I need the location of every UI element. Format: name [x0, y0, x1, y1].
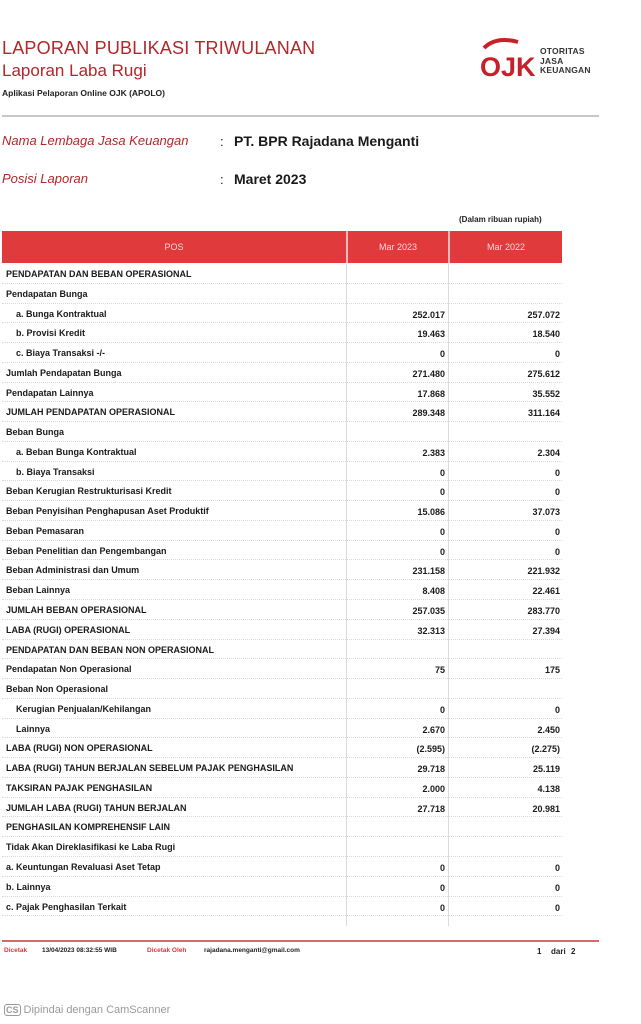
table-row: [2, 897, 562, 917]
value-mar-2022: 221.932: [527, 566, 560, 577]
value-mar-2023: 29.718: [417, 764, 445, 775]
table-row: [2, 600, 562, 620]
row-label: Beban Penelitian dan Pengembangan: [6, 545, 167, 556]
table-row: [2, 817, 562, 837]
row-label: Kerugian Penjualan/Kehilangan: [16, 703, 152, 714]
row-label: a. Keuntungan Revaluasi Aset Tetap: [6, 861, 161, 872]
table-row: [2, 679, 562, 699]
table-row: [2, 442, 562, 462]
value-mar-2023: 0: [439, 882, 445, 893]
table-row: [2, 284, 562, 304]
column-header-pos: POS: [164, 242, 184, 252]
value-mar-2023: 0: [439, 526, 445, 537]
value-mar-2023: 0: [439, 349, 445, 360]
value-mar-2023: 271.480: [412, 368, 445, 379]
table-row: [2, 620, 562, 640]
row-label: Beban Administrasi dan Umum: [6, 565, 140, 576]
row-label: LABA (RUGI) NON OPERASIONAL: [6, 743, 153, 754]
value-mar-2022: 35.552: [532, 388, 560, 399]
value-mar-2022: 22.461: [532, 586, 560, 597]
value-mar-2022: 0: [554, 704, 560, 715]
row-label: c. Pajak Penghasilan Terkait: [6, 901, 127, 912]
value-mar-2023: 252.017: [412, 309, 445, 320]
value-mar-2023: 32.313: [417, 625, 445, 636]
table-row: [2, 363, 562, 383]
row-label: Beban Kerugian Restrukturisasi Kredit: [6, 486, 172, 497]
value-mar-2022: 0: [554, 902, 560, 913]
row-label: JUMLAH BEBAN OPERASIONAL: [6, 605, 147, 616]
value-mar-2022: 0: [554, 862, 560, 873]
institution-value: PT. BPR Rajadana Menganti: [234, 133, 420, 149]
row-label: Jumlah Pendapatan Bunga: [6, 367, 122, 378]
row-label: b. Lainnya: [6, 881, 51, 892]
row-label: Beban Pemasaran: [6, 525, 85, 536]
table-row: [2, 758, 562, 778]
table-header: [2, 231, 562, 263]
table-row: [2, 857, 562, 877]
value-mar-2023: 8.408: [422, 586, 445, 597]
camscanner-watermark: [4, 1004, 170, 1016]
table-row: [2, 837, 562, 857]
printed-by: rajadana.menganti@gmail.com: [204, 947, 300, 954]
ojk-logo: [478, 34, 608, 82]
table-row: [2, 798, 562, 818]
row-label: b. Provisi Kredit: [16, 328, 86, 339]
value-mar-2023: 19.463: [417, 329, 445, 340]
value-mar-2023: 0: [439, 487, 445, 498]
value-mar-2023: 2.000: [422, 783, 445, 794]
table-row: [2, 402, 562, 422]
logo-line-2: JASA: [540, 55, 564, 66]
value-mar-2022: (2.275): [531, 744, 560, 755]
report-subtitle: Laporan Laba Rugi: [2, 61, 147, 80]
page-number: 1: [537, 947, 542, 956]
row-label: Beban Bunga: [6, 427, 65, 438]
row-label: JUMLAH LABA (RUGI) TAHUN BERJALAN: [6, 802, 187, 813]
table-row: [2, 738, 562, 758]
value-mar-2023: 0: [439, 704, 445, 715]
position-label: Posisi Laporan: [2, 171, 88, 186]
row-label: Pendapatan Lainnya: [6, 387, 94, 398]
row-label: PENDAPATAN DAN BEBAN NON OPERASIONAL: [6, 644, 215, 655]
value-mar-2022: 0: [554, 882, 560, 893]
ojk-mark-text: OJK: [480, 52, 536, 82]
position-colon: :: [220, 172, 224, 187]
table-row: [2, 481, 562, 501]
column-header-mar-2023: Mar 2023: [378, 242, 418, 252]
table-row: [2, 877, 562, 897]
row-label: Pendapatan Non Operasional: [6, 664, 132, 675]
row-label: LABA (RUGI) OPERASIONAL: [6, 624, 131, 635]
table-row: [2, 778, 562, 798]
row-label: Tidak Akan Direklasifikasi ke Laba Rugi: [6, 842, 176, 853]
value-mar-2023: (2.595): [416, 744, 445, 755]
row-label: PENGHASILAN KOMPREHENSIF LAIN: [6, 822, 171, 833]
value-mar-2023: 0: [439, 862, 445, 873]
camscanner-icon: CS: [6, 1005, 19, 1015]
row-label: a. Beban Bunga Kontraktual: [16, 446, 137, 457]
table-row: [2, 422, 562, 442]
table-row: [2, 580, 562, 600]
value-mar-2022: 25.119: [532, 764, 560, 775]
row-label: PENDAPATAN DAN BEBAN OPERASIONAL: [6, 269, 192, 279]
value-mar-2023: 0: [439, 902, 445, 913]
value-mar-2022: 0: [554, 349, 560, 360]
table-row: [2, 462, 562, 482]
value-mar-2022: 283.770: [527, 606, 560, 617]
table-row: [2, 501, 562, 521]
ojk-logo-text: [540, 47, 591, 76]
row-label: Beban Non Operasional: [6, 684, 109, 695]
value-mar-2022: 2.304: [537, 447, 560, 458]
value-mar-2022: 175: [544, 665, 560, 676]
logo-line-3: KEUANGAN: [540, 65, 591, 75]
row-label: Lainnya: [16, 723, 51, 734]
header-divider: [2, 115, 599, 117]
value-mar-2023: 289.348: [412, 408, 445, 419]
institution-label: Nama Lembaga Jasa Keuangan: [2, 133, 189, 148]
printed-at: 13/04/2023 08:32:55 WIB: [42, 947, 117, 954]
table-row: [2, 264, 562, 284]
value-mar-2022: 18.540: [532, 329, 560, 340]
logo-line-1: OTORITAS: [540, 46, 585, 56]
value-mar-2023: 0: [439, 467, 445, 478]
value-mar-2022: 311.164: [527, 408, 560, 419]
row-label: Beban Penyisihan Penghapusan Aset Produktif: [6, 506, 209, 517]
institution-colon: :: [220, 134, 224, 149]
value-mar-2022: 0: [554, 487, 560, 498]
value-mar-2023: 2.670: [422, 724, 445, 735]
report-title: LAPORAN PUBLIKASI TRIWULANAN: [2, 38, 316, 58]
row-label: a. Bunga Kontraktual: [16, 308, 107, 319]
table-row: [2, 640, 562, 660]
table-row: [2, 521, 562, 541]
row-label: JUMLAH PENDAPATAN OPERASIONAL: [6, 407, 176, 418]
row-label: Beban Lainnya: [6, 585, 71, 596]
printed-label: Dicetak: [4, 947, 28, 954]
printed-by-label: Dicetak Oleh: [147, 947, 187, 954]
row-label: c. Biaya Transaksi -/-: [16, 348, 106, 359]
position-value: Maret 2023: [234, 171, 307, 187]
row-label: TAKSIRAN PAJAK PENGHASILAN: [6, 782, 153, 793]
row-label: b. Biaya Transaksi: [16, 466, 95, 477]
ojk-mark-icon: [478, 34, 538, 82]
value-mar-2023: 231.158: [412, 566, 445, 577]
value-mar-2023: 0: [439, 546, 445, 557]
table-row: [2, 699, 562, 719]
value-mar-2023: 75: [434, 665, 445, 676]
value-mar-2022: 0: [554, 526, 560, 537]
table-row: [2, 383, 562, 403]
value-mar-2022: 0: [554, 546, 560, 557]
unit-note: (Dalam ribuan rupiah): [459, 215, 542, 224]
table-body: [2, 264, 562, 916]
value-mar-2023: 17.868: [417, 388, 445, 399]
footer-divider: [2, 940, 599, 942]
value-mar-2022: 4.138: [537, 783, 560, 794]
value-mar-2022: 27.394: [532, 625, 560, 636]
table-row: [2, 541, 562, 561]
value-mar-2023: 257.035: [412, 606, 445, 617]
value-mar-2022: 0: [554, 467, 560, 478]
value-mar-2023: 27.718: [417, 803, 445, 814]
page-of: dari: [551, 947, 566, 956]
table-row: [2, 323, 562, 343]
value-mar-2022: 275.612: [527, 368, 560, 379]
app-name: Aplikasi Pelaporan Online OJK (APOLO): [2, 88, 165, 98]
value-mar-2022: 20.981: [532, 803, 560, 814]
table-row: [2, 560, 562, 580]
value-mar-2023: 2.383: [422, 447, 445, 458]
camscanner-text: Dipindai dengan CamScanner: [23, 1004, 171, 1016]
value-mar-2022: 257.072: [527, 309, 560, 320]
column-header-mar-2022: Mar 2022: [486, 242, 526, 252]
table-row: [2, 659, 562, 679]
row-label: LABA (RUGI) TAHUN BERJALAN SEBELUM PAJAK PENGHASILAN: [6, 763, 294, 774]
table-row: [2, 304, 562, 324]
value-mar-2023: 15.086: [417, 507, 445, 518]
table-row: [2, 343, 562, 363]
value-mar-2022: 2.450: [537, 724, 560, 735]
table-row: [2, 719, 562, 739]
row-label: Pendapatan Bunga: [6, 288, 88, 299]
page-total: 2: [571, 947, 576, 956]
value-mar-2022: 37.073: [532, 507, 560, 518]
